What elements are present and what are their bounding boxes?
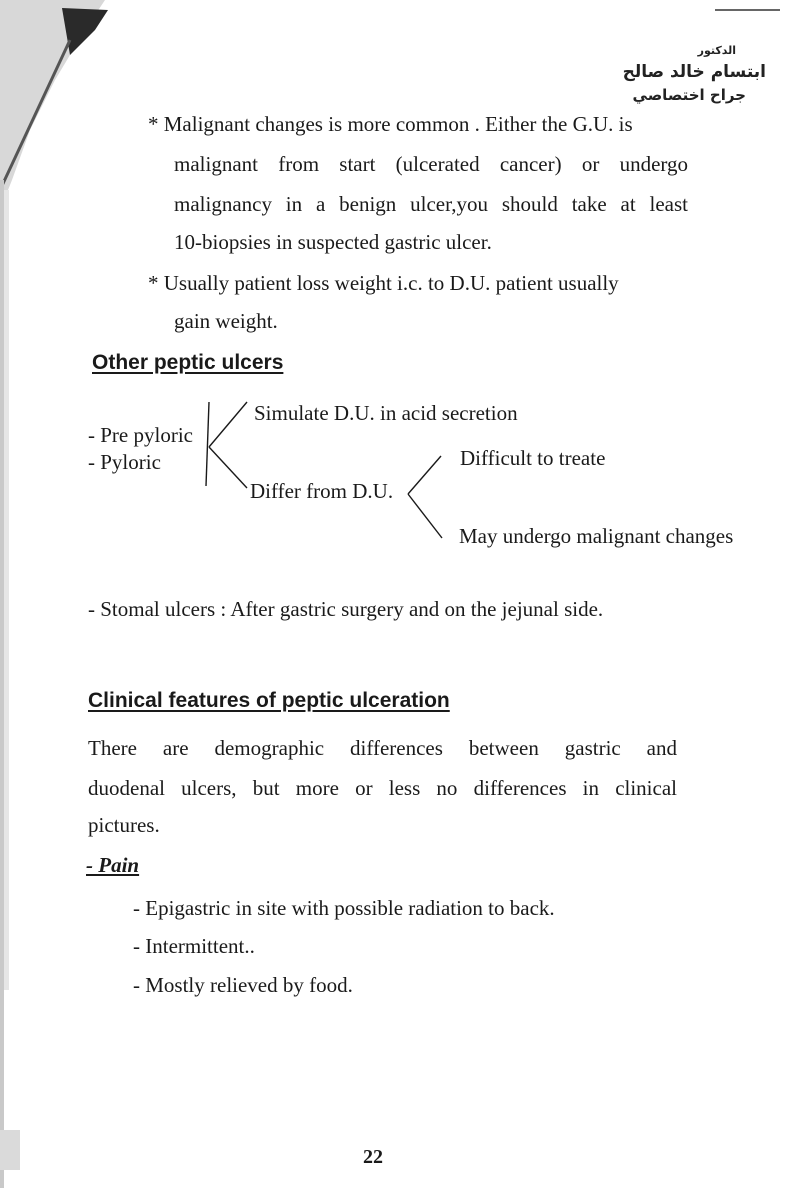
section-heading-clinical-features: Clinical features of peptic ulceration: [88, 689, 450, 712]
label-pyloric: - Pyloric: [88, 450, 161, 474]
bullet-line: malignant from start (ulcerated cancer) or undergo: [174, 152, 688, 176]
label-pre-pyloric: - Pre pyloric: [88, 423, 193, 447]
paragraph-line: duodenal ulcers, but more or less no differences in clinical: [88, 776, 677, 800]
list-item: - Mostly relieved by food.: [133, 973, 353, 997]
label-difficult-to-treat: Difficult to treate: [460, 446, 606, 470]
bullet-line: malignancy in a benign ulcer,you should take at least: [174, 192, 688, 216]
stamp-name: ابتسام خالد صالح: [622, 62, 766, 82]
stamp-role: جراح اختصاصي: [632, 86, 746, 104]
bullet-line: * Usually patient loss weight i.c. to D.U. patient usually: [148, 271, 619, 295]
list-item: - Intermittent..: [133, 934, 255, 958]
stomal-ulcers-text: - Stomal ulcers : After gastric surgery and on the jejunal side.: [88, 597, 604, 621]
pain-subheading: - Pain: [86, 853, 140, 877]
paragraph-line: pictures.: [88, 813, 160, 837]
section-heading-other-ulcers: Other peptic ulcers: [92, 351, 284, 374]
list-item: - Epigastric in site with possible radiation to back.: [133, 896, 555, 920]
label-differ-du: Differ from D.U.: [250, 479, 394, 503]
bullet-line: 10-biopsies in suspected gastric ulcer.: [174, 230, 492, 254]
page-number: 22: [363, 1146, 383, 1168]
paragraph-line: There are demographic differences between gastric and: [88, 736, 677, 760]
label-simulate-du: Simulate D.U. in acid secretion: [254, 401, 518, 425]
label-malignant-changes: May undergo malignant changes: [459, 524, 734, 548]
bullet-line: * Malignant changes is more common . Either the G.U. is: [148, 112, 633, 136]
stamp-title: الدكتور: [697, 44, 736, 57]
bullet-line: gain weight.: [174, 309, 278, 333]
